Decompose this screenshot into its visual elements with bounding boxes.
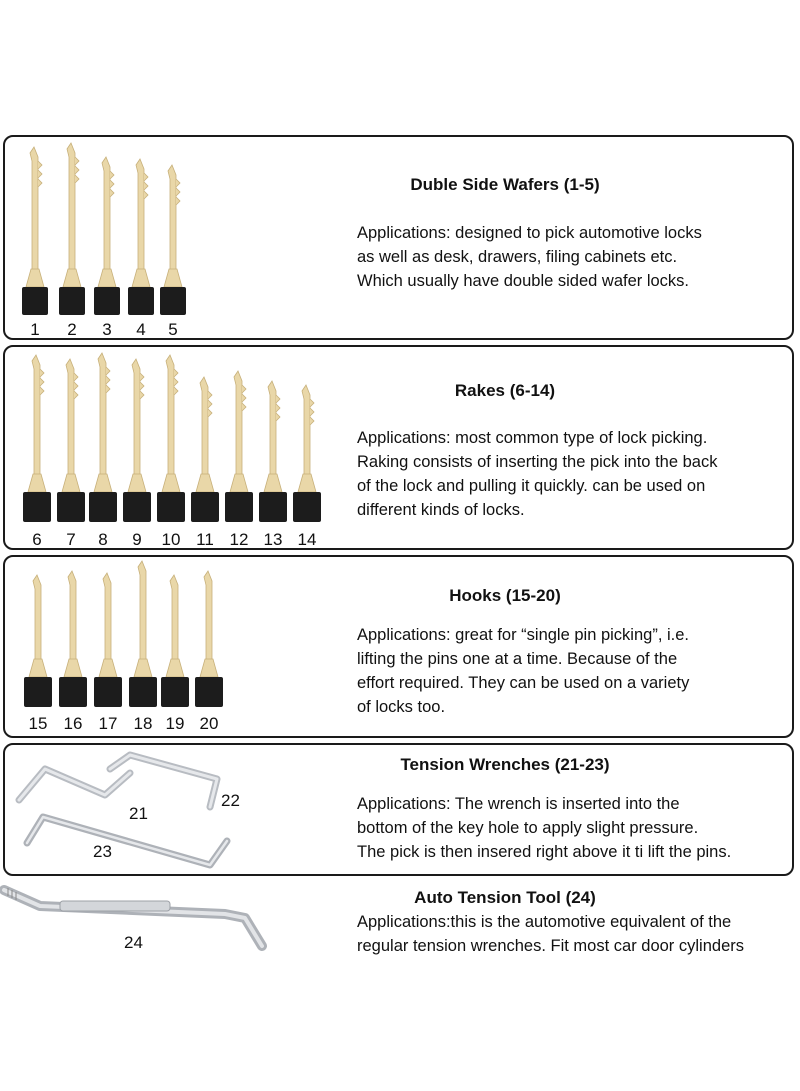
pick-number: 7 (66, 530, 76, 549)
pick-notch (106, 385, 110, 393)
pick-notch (38, 161, 42, 169)
pick-handle (128, 287, 154, 315)
pick-shoulder (26, 269, 44, 287)
pick-number: 2 (67, 320, 77, 339)
pick-handle (123, 492, 151, 522)
pick-notch (310, 399, 314, 407)
pick-number: 22 (221, 791, 240, 810)
tension-wrenches-title: Tension Wrenches (21-23) (400, 755, 610, 774)
pick-handle (94, 287, 120, 315)
pick-blade (67, 143, 75, 287)
pick-handle (23, 492, 51, 522)
pick-handle (293, 492, 321, 522)
pick-shoulder (62, 474, 80, 492)
pick-notch (208, 391, 212, 399)
pick-handle (89, 492, 117, 522)
wafers-description: Applications: designed to pick automotive locks as well as desk, drawers, filing cabinets etc. Which usually have double sided wafer locks. (357, 224, 702, 290)
pick-number: 20 (199, 714, 219, 733)
pick-notch (140, 382, 144, 390)
pick-notch (74, 382, 78, 390)
pick-notch (276, 413, 280, 421)
pick-notch (144, 191, 148, 199)
pick-number: 14 (297, 530, 317, 549)
pick-notch (110, 189, 114, 197)
pick-handle (59, 677, 87, 707)
pick-notch (208, 409, 212, 417)
pick-handle (191, 492, 219, 522)
pick-blade (132, 359, 140, 492)
pick-notch (40, 378, 44, 386)
pick-shoulder (230, 474, 248, 492)
pick-notch (174, 387, 178, 395)
pick-notch (38, 170, 42, 178)
pick-handle (160, 287, 186, 315)
pick-number: 3 (102, 320, 112, 339)
pick-number: 4 (136, 320, 146, 339)
pick-shoulder (196, 474, 214, 492)
pick-number: 23 (93, 842, 112, 861)
tension-wrenches-illustration (5, 745, 335, 876)
pick-notch (75, 175, 79, 183)
pick-number: 13 (263, 530, 283, 549)
pick-shoulder (98, 269, 116, 287)
pick-notch (174, 369, 178, 377)
wrench-21 (19, 769, 130, 800)
pick-shoulder (162, 474, 180, 492)
pick-notch (106, 367, 110, 375)
pick-handle (129, 677, 157, 707)
pick-handle (24, 677, 52, 707)
pick-shoulder (128, 474, 146, 492)
pick-notch (110, 180, 114, 188)
hooks-description: Applications: great for “single pin picking”, i.e. lifting the pins one at a time. Because of the effort required. They can be used on a variety of locks too. (357, 626, 690, 716)
pick-shoulder (99, 659, 117, 677)
pick-number: 17 (98, 714, 118, 733)
pick-notch (242, 403, 246, 411)
pick-handle (22, 287, 48, 315)
pick-number: 9 (132, 530, 142, 549)
pick-notch (176, 179, 180, 187)
pick-notch (174, 378, 178, 386)
pick-shoulder (94, 474, 112, 492)
pick-notch (75, 166, 79, 174)
pick-handle (57, 492, 85, 522)
pick-notch (310, 408, 314, 416)
pick-notch (110, 171, 114, 179)
pick-notch (176, 188, 180, 196)
pick-notch (242, 394, 246, 402)
pick-shoulder (164, 269, 182, 287)
pick-number: 1 (30, 320, 40, 339)
pick-notch (144, 173, 148, 181)
pick-number: 11 (196, 530, 214, 549)
auto-tension-tool-illustration (0, 880, 330, 970)
pick-shoulder (64, 659, 82, 677)
pick-notch (276, 395, 280, 403)
pick-blade (136, 159, 144, 287)
pick-shoulder (298, 474, 316, 492)
pick-blade (30, 147, 38, 287)
pick-notch (40, 369, 44, 377)
tension-wrenches-description: Applications: The wrench is inserted into the bottom of the key hole to apply slight pressure. The pick is then insered right above it ti lift the pins. (357, 795, 732, 861)
pick-notch (74, 391, 78, 399)
pick-notch (38, 179, 42, 187)
pick-number: 24 (124, 933, 143, 952)
pick-number: 16 (63, 714, 83, 733)
pick-shoulder (166, 659, 184, 677)
pick-notch (208, 400, 212, 408)
pick-shoulder (264, 474, 282, 492)
pick-notch (144, 182, 148, 190)
pick-handle (259, 492, 287, 522)
pick-blade (98, 353, 106, 492)
pick-notch (140, 391, 144, 399)
rakes-title: Rakes (6-14) (454, 381, 556, 400)
pick-number: 15 (28, 714, 48, 733)
auto-tension-tool-title: Auto Tension Tool (24) (414, 888, 596, 907)
pick-notch (242, 385, 246, 393)
pick-handle (161, 677, 189, 707)
rakes-description: Applications: most common type of lock picking. Raking consists of inserting the pick into the back of the lock and pulling it quickly. can be used on different kinds of locks. (357, 429, 718, 519)
hook-picks-illustration (5, 557, 305, 738)
pick-number: 12 (229, 530, 249, 549)
pick-shoulder (28, 474, 46, 492)
pick-handle (59, 287, 85, 315)
pick-notch (176, 197, 180, 205)
pick-number: 18 (133, 714, 153, 733)
pick-notch (106, 376, 110, 384)
pick-number: 21 (129, 804, 148, 823)
pick-shoulder (134, 659, 152, 677)
pick-blade (102, 157, 110, 287)
wafers-title: Duble Side Wafers (1-5) (410, 175, 600, 194)
pick-handle (225, 492, 253, 522)
pick-handle (157, 492, 185, 522)
pick-number: 19 (165, 714, 185, 733)
hooks-title: Hooks (15-20) (449, 586, 561, 605)
pick-blade (32, 355, 40, 492)
pick-shoulder (200, 659, 218, 677)
pick-blade (166, 355, 174, 492)
pick-number: 6 (32, 530, 42, 549)
pick-notch (40, 387, 44, 395)
pick-notch (75, 157, 79, 165)
pick-number: 10 (161, 530, 181, 549)
pick-notch (74, 373, 78, 381)
pick-number: 5 (168, 320, 178, 339)
auto-tension-tool-description: Applications:this is the automotive equivalent of the regular tension wrenches. Fit most car door cylinders (357, 913, 744, 955)
pick-notch (140, 373, 144, 381)
rake-picks-illustration (5, 347, 335, 550)
pick-shoulder (63, 269, 81, 287)
pick-notch (276, 404, 280, 412)
pick-handle (94, 677, 122, 707)
pick-notch (310, 417, 314, 425)
pick-blade (66, 359, 74, 492)
pick-shoulder (132, 269, 150, 287)
pick-handle (195, 677, 223, 707)
pick-number: 8 (98, 530, 108, 549)
wafer-picks-illustration (5, 137, 305, 340)
pick-shoulder (29, 659, 47, 677)
